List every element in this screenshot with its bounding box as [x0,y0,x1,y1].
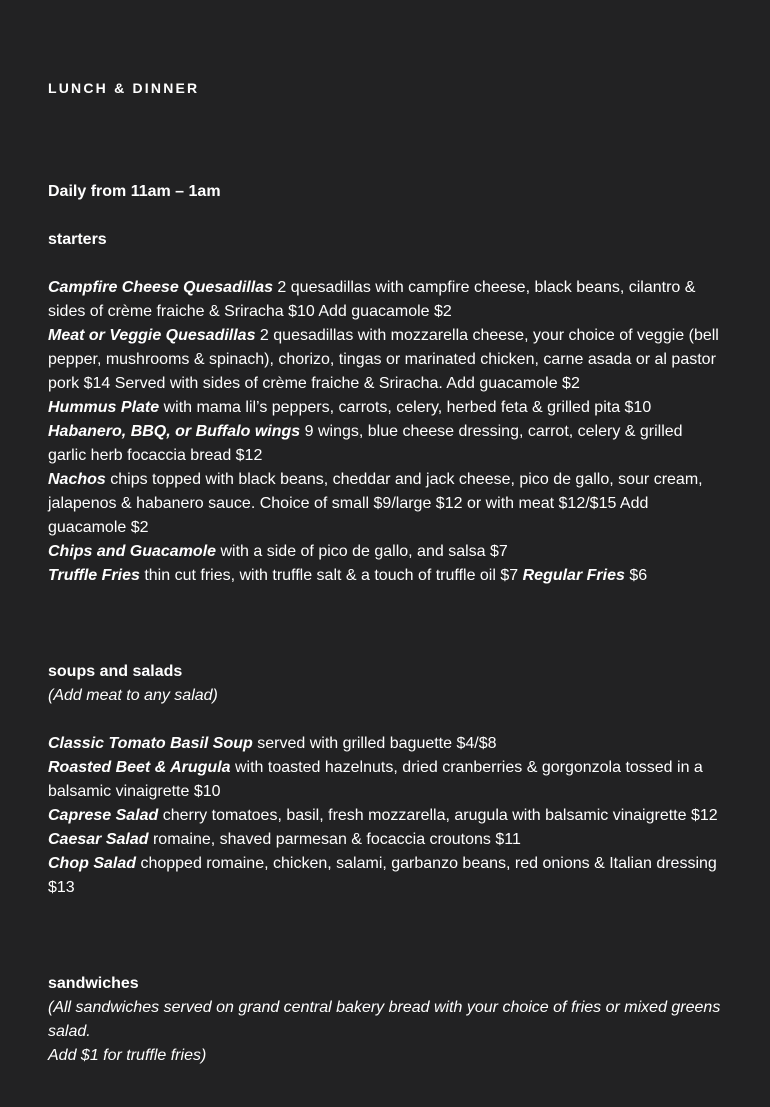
menu-item [48,396,724,420]
menu-item-desc: cherry tomatoes, basil, fresh mozzarella, arugula with balsamic vinaigrette $12 [158,807,718,824]
menu-item [48,852,724,900]
menu-item-name: Caesar Salad [48,831,149,848]
section-heading-sandwiches: sandwiches [48,975,139,992]
menu-item-name: Meat or Veggie Quesadillas [48,327,256,344]
section-note: (Add meat to any salad) [48,687,218,704]
section-note: (All sandwiches served on grand central bakery bread with your choice of fries or mixed greens salad. [48,999,721,1040]
menu-item-desc: served with grilled baguette $4/$8 [252,735,497,752]
menu-item-name: Caprese Salad [48,807,159,824]
menu-item-desc: thin cut fries, with truffle salt & a touch of truffle oil $7 [139,567,523,584]
starters-list [48,276,724,588]
menu-item-desc: chips topped with black beans, cheddar and jack cheese, pico de gallo, sour cream, jalapenos & habanero sauce. Choice of small $9/large $12 or with meat $12/$15 Add guacamole $2 [48,471,703,536]
menu-item-name: Habanero, BBQ, or Buffalo wings [48,423,301,440]
section-heading-starters: starters [48,231,107,248]
menu-item-desc: chopped romaine, chicken, salami, garbanzo beans, red onions & Italian dressing $13 [48,855,717,896]
menu-item-name: Nachos [48,471,106,488]
menu-item-name: Truffle Fries [48,567,140,584]
menu-item-desc: with mama lil’s peppers, carrots, celery, herbed feta & grilled pita $10 [159,399,652,416]
menu-item-desc: $6 [624,567,648,584]
menu-item-name: Campfire Cheese Quesadillas [48,279,273,296]
menu-content [48,180,724,1068]
menu-item-name: Hummus Plate [48,399,160,416]
menu-item-fries [48,564,724,588]
menu-item [48,804,724,828]
menu-item [48,828,724,852]
menu-item-desc: 9 wings, blue cheese dressing, carrot, celery & grilled garlic herb focaccia bread $12 [48,423,683,464]
section-heading-soups-salads: soups and salads [48,663,183,680]
menu-item-desc: 2 quesadillas with campfire cheese, black beans, cilantro & sides of crème fraiche & Sriracha $10 Add guacamole $2 [48,279,696,320]
menu-item-name: Regular Fries [522,567,625,584]
page-title: LUNCH & DINNER [48,80,200,96]
menu-item-desc: romaine, shaved parmesan & focaccia croutons $11 [148,831,521,848]
menu-item-desc: with a side of pico de gallo, and salsa $7 [216,543,508,560]
menu-item [48,468,724,540]
menu-item-name: Classic Tomato Basil Soup [48,735,253,752]
menu-item-name: Roasted Beet & Arugula [48,759,231,776]
menu-item-name: Chips and Guacamole [48,543,217,560]
menu-item [48,324,724,396]
section-note: Add $1 for truffle fries) [48,1047,207,1064]
menu-item-desc: 2 quesadillas with mozzarella cheese, your choice of veggie (bell pepper, mushrooms & spinach), chorizo, tingas or marinated chicken, carne asada or al pastor pork $14 Served with sides of crème fraiche & Sriracha. Add guacamole $2 [48,327,719,392]
menu-item [48,540,724,564]
menu-item-name: Chop Salad [48,855,137,872]
menu-item-desc: with toasted hazelnuts, dried cranberries & gorgonzola tossed in a balsamic vinaigrette $10 [48,759,703,800]
menu-item [48,756,724,804]
hours-text: Daily from 11am – 1am [48,183,221,200]
menu-item [48,276,724,324]
menu-item [48,732,724,756]
soups-salads-list [48,732,724,900]
menu-item [48,420,724,468]
